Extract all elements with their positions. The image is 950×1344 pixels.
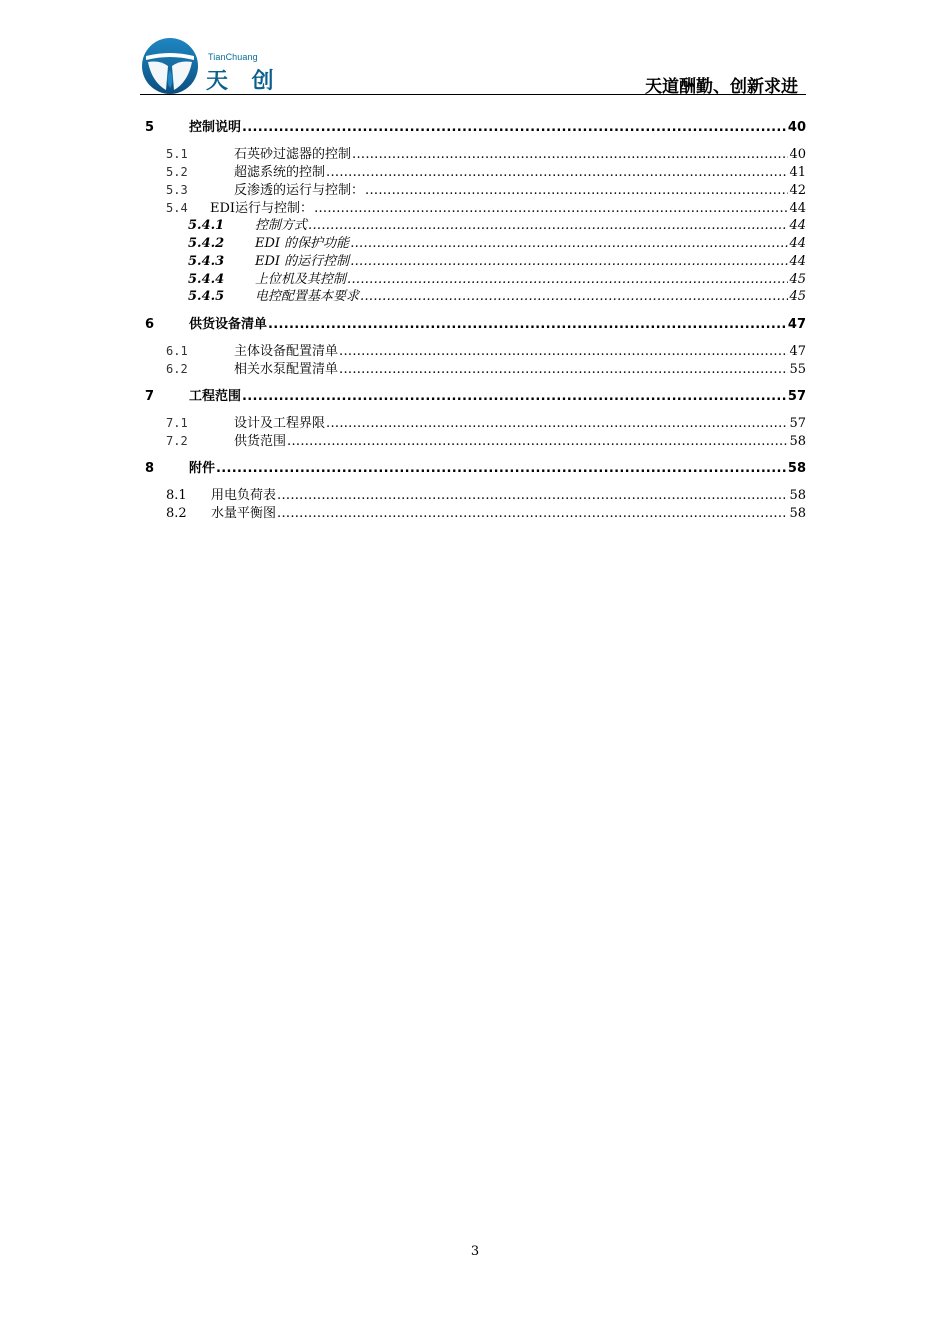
toc-entry[interactable]: [188, 232, 806, 251]
toc-entry[interactable]: [166, 143, 806, 162]
toc-entry-title: 超滤系统的控制: [234, 165, 326, 180]
toc-entry-title: 电控配置基本要求: [255, 289, 360, 304]
toc-entry-page: 45: [789, 272, 806, 287]
toc-entry[interactable]: [145, 457, 806, 476]
toc-entry-page: 44: [789, 201, 806, 216]
toc-entry-page: 58: [787, 461, 806, 476]
toc-entry-number: 6.2: [166, 362, 188, 376]
toc-entry-number: 5.4.2: [188, 236, 225, 251]
toc-entry[interactable]: [188, 214, 806, 233]
toc-leader-dots: [339, 344, 788, 359]
toc-entry-page: 40: [787, 120, 806, 135]
toc-entry-number: 5.4.3: [188, 254, 225, 269]
toc-entry-number: 7.2: [166, 434, 188, 448]
toc-leader-dots: [277, 506, 788, 521]
toc-entry[interactable]: [166, 484, 806, 503]
toc-entry-page: 47: [787, 317, 806, 332]
tianchuang-logo-icon: [140, 36, 200, 96]
toc-entry-page: 41: [789, 165, 806, 180]
toc-entry-page: 57: [787, 389, 806, 404]
toc-entry-title: 水量平衡图: [211, 506, 277, 521]
page-number: 3: [470, 1244, 480, 1259]
toc-entry-number: 8.2: [166, 506, 187, 521]
toc-entry-title: 反渗透的运行与控制：: [234, 183, 365, 198]
logo-chinese-text: 天 创: [206, 69, 282, 94]
toc-leader-dots: [242, 120, 787, 135]
toc-entry[interactable]: [166, 502, 806, 521]
toc-leader-dots: [277, 488, 788, 503]
toc-entry-title: 石英砂过滤器的控制: [234, 147, 352, 162]
toc-entry-title: 工程范围: [189, 389, 242, 404]
page-header: [140, 34, 798, 97]
logo-english-text: TianChuang: [208, 52, 258, 62]
toc-entry[interactable]: [166, 179, 806, 198]
toc-entry[interactable]: [188, 250, 806, 269]
toc-entry-number: 5.4.4: [188, 272, 225, 287]
toc-entry[interactable]: [166, 161, 806, 180]
toc-entry-page: 44: [789, 236, 806, 251]
toc-entry-number: 5: [145, 120, 155, 135]
toc-entry-number: 5.1: [166, 147, 188, 161]
toc-entry-page: 45: [789, 289, 806, 304]
toc-leader-dots: [350, 254, 788, 269]
toc-leader-dots: [339, 362, 788, 377]
toc-entry-title: 控制方式: [255, 218, 308, 233]
toc-entry[interactable]: [145, 116, 806, 135]
toc-entry-title: 相关水泵配置清单: [234, 362, 339, 377]
toc-entry-title: 供货设备清单: [189, 317, 268, 332]
toc-leader-dots: [242, 389, 787, 404]
toc-entry[interactable]: [188, 285, 806, 304]
toc-entry-page: 40: [789, 147, 806, 162]
toc-leader-dots: [326, 416, 788, 431]
toc-entry-number: 5.4: [166, 201, 188, 215]
toc-entry-page: 44: [789, 254, 806, 269]
toc-entry-number: 8: [145, 461, 155, 476]
toc-leader-dots: [216, 461, 787, 476]
toc-entry[interactable]: [166, 430, 806, 449]
toc-entry-number: 5.4.1: [188, 218, 225, 233]
toc-entry-page: 57: [789, 416, 806, 431]
toc-leader-dots: [350, 236, 788, 251]
toc-entry-number: 5.4.5: [188, 289, 225, 304]
toc-leader-dots: [308, 218, 788, 233]
toc-entry[interactable]: [166, 358, 806, 377]
toc-entry-number: 7: [145, 389, 155, 404]
toc-leader-dots: [365, 183, 788, 198]
toc-entry-title: 上位机及其控制: [255, 272, 347, 287]
toc-entry-title: 用电负荷表: [211, 488, 277, 503]
toc-entry-page: 47: [789, 344, 806, 359]
toc-leader-dots: [360, 289, 788, 304]
toc-entry-title: EDI 的保护功能: [255, 236, 350, 251]
toc-entry-number: 6.1: [166, 344, 188, 358]
header-divider: [140, 94, 806, 95]
toc-entry-number: 8.1: [166, 488, 187, 503]
toc-leader-dots: [287, 434, 788, 449]
toc-leader-dots: [352, 147, 788, 162]
header-motto: 天道酬勤、创新求进: [645, 77, 798, 97]
toc-entry[interactable]: [166, 412, 806, 431]
toc-entry-title: 主体设备配置清单: [234, 344, 339, 359]
toc-entry-title: 供货范围: [234, 434, 287, 449]
toc-leader-dots: [326, 165, 788, 180]
toc-entry-title: EDI 的运行控制: [255, 254, 350, 269]
toc-entry-number: 7.1: [166, 416, 188, 430]
toc-entry-page: 42: [789, 183, 806, 198]
toc-entry-page: 58: [789, 434, 806, 449]
toc-entry-number: 5.2: [166, 165, 188, 179]
toc-entry-title: EDI运行与控制：: [210, 201, 314, 216]
toc-entry[interactable]: [145, 385, 806, 404]
toc-entry[interactable]: [166, 340, 806, 359]
toc-entry-title: 设计及工程界限: [234, 416, 326, 431]
toc-entry-number: 5.3: [166, 183, 188, 197]
toc-entry-page: 58: [789, 506, 806, 521]
toc-leader-dots: [268, 317, 787, 332]
toc-entry-title: 附件: [189, 461, 216, 476]
toc-entry-page: 55: [789, 362, 806, 377]
toc-entry[interactable]: [145, 313, 806, 332]
toc-entry-title: 控制说明: [189, 120, 242, 135]
toc-entry-page: 44: [789, 218, 806, 233]
toc-entry-page: 58: [789, 488, 806, 503]
toc-entry-number: 6: [145, 317, 155, 332]
